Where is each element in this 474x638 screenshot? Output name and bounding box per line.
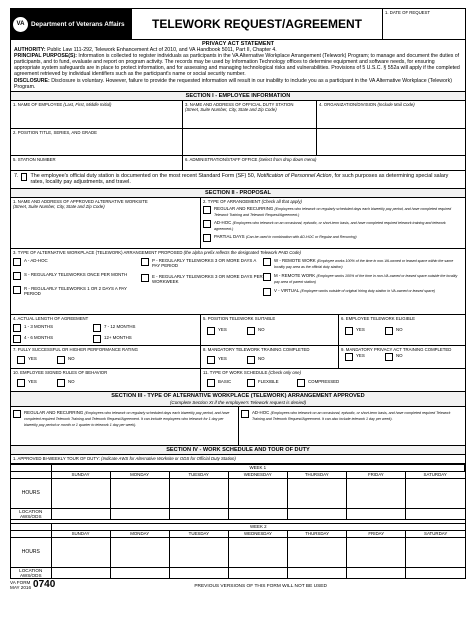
training-yes[interactable] (207, 356, 247, 364)
suitable-no-label: NO (258, 326, 265, 332)
proposed-m-desc: (Employee works 100% of the time in non-VA-owned or leased space outside the locality pay area of parent station) (274, 273, 458, 284)
training-yes-label: YES (218, 355, 227, 361)
length-12-plus-checkbox[interactable] (93, 335, 101, 343)
item-7-text (30, 173, 462, 186)
disclosure-para (14, 78, 462, 90)
proposed-e-label: E - REGULARLY TELEWORKS 3 OR MORE DAYS PER WORKWEEK (152, 273, 263, 284)
title-block (132, 9, 383, 39)
w1-location-cell[interactable] (169, 508, 228, 519)
arr-regular-desc: (Employees who telework on regularly scheduled days each biweekly pay period, and have completed required Telework Training and Telework Request/Agreement.) (214, 206, 452, 217)
employee-name-hint: (Last, First, Middle Initial) (63, 101, 112, 107)
suitable-no-checkbox[interactable] (247, 327, 255, 335)
arr-option-adhoc[interactable] (203, 220, 463, 232)
w1-day-sunday: SUNDAY (51, 471, 110, 478)
w1-location-cell[interactable] (51, 508, 110, 519)
w1-location-cell[interactable] (405, 508, 464, 519)
approved-adhoc-text (252, 410, 463, 422)
schedule-basic-checkbox[interactable] (207, 379, 215, 387)
sec1-row2 (11, 129, 465, 156)
proposed-m-text (274, 273, 463, 285)
position-suitable-label: 5. POSITION TELEWORK SUITABLE (203, 315, 276, 321)
rules-no[interactable] (57, 379, 75, 387)
privacy-no[interactable] (385, 353, 403, 361)
performance-yes-checkbox[interactable] (17, 356, 25, 364)
length-label: 4. ACTUAL LENGTH OF AGREEMENT (13, 315, 89, 321)
proposed-col-2 (141, 258, 263, 296)
w1-day-monday: MONDAY (110, 471, 169, 478)
privacy-no-checkbox[interactable] (385, 353, 393, 361)
section-3-title: SECTION III - TYPE OF ALTERNATIVE WORKPLACE (TELEWORK) ARRANGEMENT APPROVED (11, 392, 465, 400)
rules-yes-checkbox[interactable] (17, 379, 25, 387)
approved-adhoc-checkbox[interactable] (241, 410, 249, 418)
proposed-e[interactable] (141, 274, 263, 284)
position-title-field[interactable] (11, 129, 183, 155)
proposed-s-label: S - REGULARLY TELEWORKS ONCE PER MONTH (24, 271, 128, 277)
suitable-yes-label: YES (218, 326, 227, 332)
work-schedule-type (201, 369, 465, 391)
approved-adhoc-desc: (Employees who telework on an occasional, episodic, or short-term basis, and have completed required Telework Training and Telework Request/Agreement. It can also include telework 1 day per week). (252, 410, 451, 421)
proposed-w-text (274, 258, 463, 270)
w2-location-cell[interactable] (51, 567, 110, 578)
performance-options (13, 356, 198, 364)
agency-name: Department of Veterans Affairs (31, 20, 125, 28)
approved-regular-text (24, 410, 236, 428)
proposed-p-label: P - REGULARLY TELEWORKS 3 OR MORE DAYS A PAY PERIOD (152, 257, 257, 268)
organization-continued (317, 129, 465, 155)
admin-office-dropdown[interactable] (183, 156, 465, 170)
w2-location-label: LOCATION AWS/ODS (11, 567, 51, 578)
proposed-r-checkbox[interactable] (13, 286, 21, 294)
approved-regular-row (13, 410, 236, 428)
w2-day-wednesday: WEDNESDAY (228, 530, 287, 537)
date-of-request-field[interactable] (383, 9, 465, 39)
alt-worksite-field[interactable] (11, 198, 201, 248)
proposed-a-checkbox[interactable] (13, 258, 21, 266)
training-no-checkbox[interactable] (247, 356, 255, 364)
station-number-label: 5. STATION NUMBER (13, 156, 56, 162)
arr-adhoc-checkbox[interactable] (203, 220, 211, 228)
week-1-schedule (11, 464, 465, 520)
rules-no-label: NO (68, 378, 75, 384)
arr-adhoc-desc: (Employees who telework on an occasional, episodic, or short-term basis, and have completed required telework training and telework agreement.) (214, 220, 446, 231)
proposed-v-desc: (Employee works outside of original hiring duty station in VA-owned or leased space) (300, 288, 436, 293)
length-7-12[interactable] (93, 324, 135, 332)
duty-station-hint: (Street, Suite Number, City, State and Zip Code) (185, 106, 277, 112)
w2-day-sunday: SUNDAY (51, 530, 110, 537)
privacy-training (339, 346, 465, 368)
arr-partial-checkbox[interactable] (203, 234, 211, 242)
proposed-m[interactable] (263, 273, 463, 285)
arrangement-proposed-group (11, 249, 465, 315)
length-of-agreement (11, 315, 201, 345)
schedule-flexible-label: FLEXIBLE (258, 378, 279, 384)
position-suitable-options (203, 327, 336, 335)
item-7-text-b: Notification of Personnel Action (256, 172, 332, 179)
disclosure-label: DISCLOSURE: (14, 77, 50, 84)
section-4-title: SECTION IV - WORK SCHEDULE AND TOUR OF DUTY (11, 446, 465, 455)
agency-block (11, 9, 132, 39)
w2-location-cell[interactable] (228, 567, 287, 578)
eligible-no-label: NO (396, 326, 403, 332)
w2-day-tuesday: TUESDAY (169, 530, 228, 537)
position-title-label: 2. POSITION TITLE, SERIES, AND GRADE (13, 129, 97, 135)
privacy-yes[interactable] (345, 353, 385, 361)
arr-option-regular[interactable] (203, 206, 463, 218)
w1-hours-cell[interactable] (110, 478, 169, 508)
arr-adhoc-text (214, 220, 463, 232)
length-options-row-2 (13, 335, 198, 343)
eligible-no-checkbox[interactable] (385, 327, 393, 335)
footer-note: PREVIOUS VERSIONS OF THIS FORM WILL NOT BE USED (194, 584, 327, 590)
eligible-no[interactable] (385, 327, 403, 335)
proposed-w-label: W - REMOTE WORK (274, 257, 316, 263)
privacy-heading: PRIVACY ACT STATEMENT (201, 41, 275, 47)
w2-hours-cell[interactable] (406, 537, 465, 567)
form-label: VA FORM (10, 580, 31, 586)
position-suitable (201, 315, 339, 345)
sec1-row3 (11, 156, 465, 171)
telework-training (201, 346, 339, 368)
form-number: 0740 (33, 579, 56, 591)
privacy-training-options (341, 353, 463, 361)
performance-no[interactable] (57, 356, 75, 364)
w2-location-cell[interactable] (347, 567, 406, 578)
schedule-compressed[interactable] (297, 379, 339, 387)
arr-partial-text (214, 234, 463, 240)
w2-hours-cell[interactable] (228, 537, 287, 567)
va-seal-icon: VA (13, 17, 28, 32)
length-1-3-label: 1 - 3 MONTHS (24, 323, 54, 329)
rules-no-checkbox[interactable] (57, 379, 65, 387)
rules-yes[interactable] (17, 379, 57, 387)
w1-hours-cell[interactable] (228, 478, 287, 508)
approved-regular[interactable] (11, 407, 239, 445)
w2-location-cell[interactable] (169, 567, 228, 578)
w1-hours-cell[interactable] (51, 478, 110, 508)
privacy-yes-checkbox[interactable] (345, 353, 353, 361)
work-schedule-label: 11. TYPE OF WORK SCHEDULE (203, 369, 268, 375)
w2-hours-cell[interactable] (51, 537, 110, 567)
w1-location-cell[interactable] (228, 508, 287, 519)
approved-regular-label: REGULAR AND RECURRING (24, 409, 84, 415)
sec3-options (11, 407, 465, 446)
item-7-text-c: , for such purposes as determining special salary rates, locality pay adjustments, and travel. (30, 172, 449, 186)
proposed-p[interactable] (141, 258, 263, 268)
privacy-training-label: 9. MANDATORY PRIVACY ACT TRAINING COMPLETED (341, 346, 452, 352)
proposed-s-checkbox[interactable] (13, 272, 21, 280)
w1-day-thursday: THURSDAY (287, 471, 346, 478)
form-id-block (10, 580, 31, 590)
arr-regular-checkbox[interactable] (203, 206, 211, 214)
w1-day-tuesday: TUESDAY (169, 471, 228, 478)
performance-rating (11, 346, 201, 368)
section-2-title: SECTION II - PROPOSAL (11, 189, 465, 198)
employee-name-field[interactable] (11, 101, 183, 128)
employee-name-label: 1. NAME OF EMPLOYEE (13, 101, 63, 107)
w1-day-friday: FRIDAY (346, 471, 405, 478)
approved-adhoc-row (241, 410, 463, 422)
tour-of-duty-text: 1. APPROVED BI-WEEKLY TOUR OF DUTY: (13, 455, 100, 461)
w1-hours-cell[interactable] (405, 478, 464, 508)
week-1-label: WEEK 1 (51, 464, 465, 471)
duty-station-continued (183, 129, 317, 155)
purpose-para (14, 53, 462, 77)
proposed-a[interactable] (13, 258, 141, 266)
rules-of-behavior (11, 369, 201, 391)
form-title: TELEWORK REQUEST/AGREEMENT (151, 17, 362, 31)
tour-of-duty-hint: (Indicate AWS for Alternative Worksite or ODS for Official Duty Station) (101, 455, 236, 461)
w2-hours-cell[interactable] (110, 537, 169, 567)
performance-no-label: NO (68, 355, 75, 361)
proposed-col-1 (13, 258, 141, 296)
w1-hours-cell[interactable] (169, 478, 228, 508)
sec2-row1 (11, 198, 465, 249)
length-7-12-checkbox[interactable] (93, 324, 101, 332)
section-3-subtitle: (Complete Section XI if the employee's Telework request is denied) (11, 400, 465, 407)
proposed-m-checkbox[interactable] (263, 273, 271, 281)
w1-day-wednesday: WEDNESDAY (228, 471, 287, 478)
alt-worksite-hint: (Street, Suite Number, City, State and Zip Code) (13, 203, 105, 209)
organization-hint: (Include Mail Code) (377, 101, 415, 107)
work-schedule-hint: (Check only one) (268, 369, 301, 375)
sec2-row5 (11, 346, 465, 369)
w2-hours-label: HOURS (11, 537, 51, 567)
proposed-s[interactable] (13, 272, 141, 280)
proposed-a-label: A - AD-HOC (24, 257, 48, 263)
w2-day-saturday: SATURDAY (406, 530, 465, 537)
eligible-yes-checkbox[interactable] (345, 327, 353, 335)
suitable-yes[interactable] (207, 327, 247, 335)
length-options-row-1 (13, 324, 198, 332)
suitable-no[interactable] (247, 327, 265, 335)
item-7-text-a: The employee's official duty station is documented on the most recent Standard Form (SF) 50, (30, 172, 256, 179)
rules-label: 10. EMPLOYEE SIGNED RULES OF BEHAVIOR (13, 369, 108, 375)
schedule-flexible[interactable] (247, 379, 297, 387)
w2-hours-cell[interactable] (169, 537, 228, 567)
proposed-w-desc: (Employee works 100% of the time in non-VA-owned or leased space within the same locality pay area as the official duty station) (274, 258, 454, 269)
employee-eligible-options (341, 327, 463, 335)
suitable-yes-checkbox[interactable] (207, 327, 215, 335)
work-schedule-options (203, 379, 463, 387)
arrangement-proposed-hint: (the alpha prefix reflects the designated Telework PAID Code) (183, 249, 301, 255)
proposed-r-label: R - REGULARLY TELEWORKS 1 OR 2 DAYS A PAY PERIOD (24, 285, 127, 296)
section-1-title: SECTION I - EMPLOYEE INFORMATION (11, 92, 465, 101)
telework-training-options (203, 356, 336, 364)
w1-location-cell[interactable] (287, 508, 346, 519)
approved-adhoc[interactable] (239, 407, 465, 445)
w1-hours-cell[interactable] (346, 478, 405, 508)
duty-station-label: 3. NAME AND ADDRESS OF OFFICIAL DUTY STATION (185, 101, 294, 107)
item-7-checkbox[interactable] (21, 173, 28, 181)
arr-partial-label: PARTIAL DAYS (214, 233, 245, 239)
sec2-row6 (11, 369, 465, 392)
date-of-request-label: 1. DATE OF REQUEST (385, 10, 431, 15)
proposed-p-checkbox[interactable] (141, 258, 149, 266)
w1-location-cell[interactable] (110, 508, 169, 519)
sec1-row1 (11, 101, 465, 129)
form-date: MAY 2016 (10, 585, 32, 591)
performance-no-checkbox[interactable] (57, 356, 65, 364)
admin-office-label: 6. ADMINISTRATION/STAFF OFFICE (185, 156, 258, 162)
approved-adhoc-label: AD-HOC (252, 409, 270, 415)
approved-regular-desc: (Employees who telework on regularly scheduled days each biweekly pay period, and have completed required Telework Training and Telework Request/Agreement. It can include employees who telework for 1 day per biweekly pay period or month or 1 quarter to telework 1 day per week). (24, 410, 230, 427)
privacy-yes-label: YES (356, 352, 365, 358)
arrangement-type-hint: (Check all that apply) (261, 198, 302, 204)
w2-location-cell[interactable] (110, 567, 169, 578)
form-footer (10, 580, 466, 590)
admin-office-hint: (Select from drop down menu) (258, 156, 317, 162)
privacy-no-label: NO (396, 352, 403, 358)
training-no[interactable] (247, 356, 265, 364)
length-12-plus-label: 12+ MONTHS (104, 334, 132, 340)
privacy-act-statement (11, 40, 465, 92)
duty-station-field[interactable] (183, 101, 317, 128)
arrangement-type-label: 2. TYPE OF ARRANGEMENT (203, 198, 261, 204)
week-2-schedule (11, 523, 465, 579)
schedule-compressed-checkbox[interactable] (297, 379, 305, 387)
authority-label: AUTHORITY: (14, 47, 46, 54)
purpose-label: PRINCIPAL PURPOSE(S): (14, 53, 77, 60)
w1-location-cell[interactable] (346, 508, 405, 519)
schedule-flexible-checkbox[interactable] (247, 379, 255, 387)
disclosure-text: Disclosure is voluntary. However, failure to provide the requested information will result in our inability to include you as a participant in the VA Alternative Workplace (Telework) Program. (14, 77, 452, 90)
authority-text: Public Law 111-292, Telework Enhancement Act of 2010, and VA Handbook 5011, Part II, Chapter 4. (47, 47, 277, 54)
length-4-6-label: 4 - 6 MONTHS (24, 334, 54, 340)
length-7-12-label: 7 - 12 MONTHS (104, 323, 136, 329)
item-7-number: 7. (14, 172, 19, 179)
w1-hours-label: HOURS (11, 478, 51, 508)
w1-day-saturday: SATURDAY (405, 471, 464, 478)
schedule-basic[interactable] (207, 379, 247, 387)
rules-yes-label: YES (28, 378, 37, 384)
arrangement-type-group (201, 198, 465, 248)
proposed-e-checkbox[interactable] (141, 274, 149, 282)
proposed-col-3 (263, 258, 463, 296)
arr-regular-label: REGULAR AND RECURRING (214, 205, 274, 211)
item-7 (11, 171, 465, 189)
telework-form (10, 8, 466, 590)
proposed-r[interactable] (13, 286, 141, 296)
performance-yes[interactable] (17, 356, 57, 364)
w2-hours-cell[interactable] (347, 537, 406, 567)
tour-of-duty-label (11, 455, 465, 464)
training-yes-checkbox[interactable] (207, 356, 215, 364)
eligible-yes-label: YES (356, 326, 365, 332)
w2-hours-cell[interactable] (288, 537, 347, 567)
week-2-label: WEEK 2 (51, 523, 465, 530)
station-number-field[interactable] (11, 156, 183, 170)
arr-option-partial[interactable] (203, 234, 463, 242)
form-body (10, 39, 466, 579)
w2-day-thursday: THURSDAY (288, 530, 347, 537)
length-1-3-checkbox[interactable] (13, 324, 21, 332)
proposed-w-checkbox[interactable] (263, 258, 271, 266)
proposed-v-checkbox[interactable] (263, 288, 271, 296)
training-no-label: NO (258, 355, 265, 361)
proposed-v[interactable] (263, 288, 463, 296)
performance-yes-label: YES (28, 355, 37, 361)
organization-field[interactable] (317, 101, 465, 128)
arrangement-proposed-options (13, 258, 463, 296)
purpose-text: Information is collected to register individuals as participants in the VA Alternative Workplace Arrangement (Telework) Program; to manage and document the duties of participants, and to fund, evaluate and report on program activity. The records may be used by Information Technology offices to determine equipment and software needs, for ensuring appropriate system safeguards are in place to protect information, and for assessing and managing technological risks and vulnerabilities. Provisions of 5 U.S.C. § 552a will apply if the completed agreement retrieved by individual identifiers such as the participant's name or social security number. (14, 53, 460, 78)
proposed-v-label: V - VIRTUAL (274, 287, 300, 293)
sec2-row4 (11, 315, 465, 346)
schedule-basic-label: BASIC (218, 378, 232, 384)
arr-partial-desc: (Can be used in combination with AD-HOC or Regular and Recurring) (245, 234, 357, 239)
schedule-compressed-label: COMPRESSED (308, 378, 340, 384)
proposed-w[interactable] (263, 258, 463, 270)
alt-worksite-label: 1. NAME AND ADDRESS OF APPROVED ALTERNATIVE WORKSITE (13, 198, 148, 204)
length-12-plus[interactable] (93, 335, 132, 343)
proposed-m-label: M - REMOTE WORK (274, 272, 316, 278)
telework-training-label: 8. MANDATORY TELEWORK TRAINING COMPLETED (203, 346, 310, 352)
arr-adhoc-label: AD-HOC (214, 219, 232, 225)
approved-regular-checkbox[interactable] (13, 410, 21, 418)
arrangement-proposed-label: 3. TYPE OF ALTERNATIVE WORKPLACE (TELEWORK) ARRANGEMENT PROPOSED (13, 249, 183, 255)
w2-day-monday: MONDAY (110, 530, 169, 537)
length-1-3[interactable] (13, 324, 93, 332)
eligible-yes[interactable] (345, 327, 385, 335)
arr-regular-text (214, 206, 463, 218)
w1-hours-cell[interactable] (287, 478, 346, 508)
w2-location-cell[interactable] (288, 567, 347, 578)
w2-location-cell[interactable] (406, 567, 465, 578)
length-4-6-checkbox[interactable] (13, 335, 21, 343)
employee-eligible-label: 6. EMPLOYEE TELEWORK ELIGIBLE (341, 315, 415, 321)
w2-day-friday: FRIDAY (347, 530, 406, 537)
performance-label: 7. FULLY SUCCESSFUL OR HIGHER PERFORMANCE RATING (13, 346, 138, 352)
organization-label: 4. ORGANIZATION/DIVISION (319, 101, 377, 107)
form-header (10, 8, 466, 39)
proposed-v-text (274, 288, 463, 294)
w1-location-label: LOCATION AWS/ODS (11, 508, 51, 519)
employee-eligible (339, 315, 465, 345)
rules-options (13, 379, 198, 387)
length-4-6[interactable] (13, 335, 93, 343)
